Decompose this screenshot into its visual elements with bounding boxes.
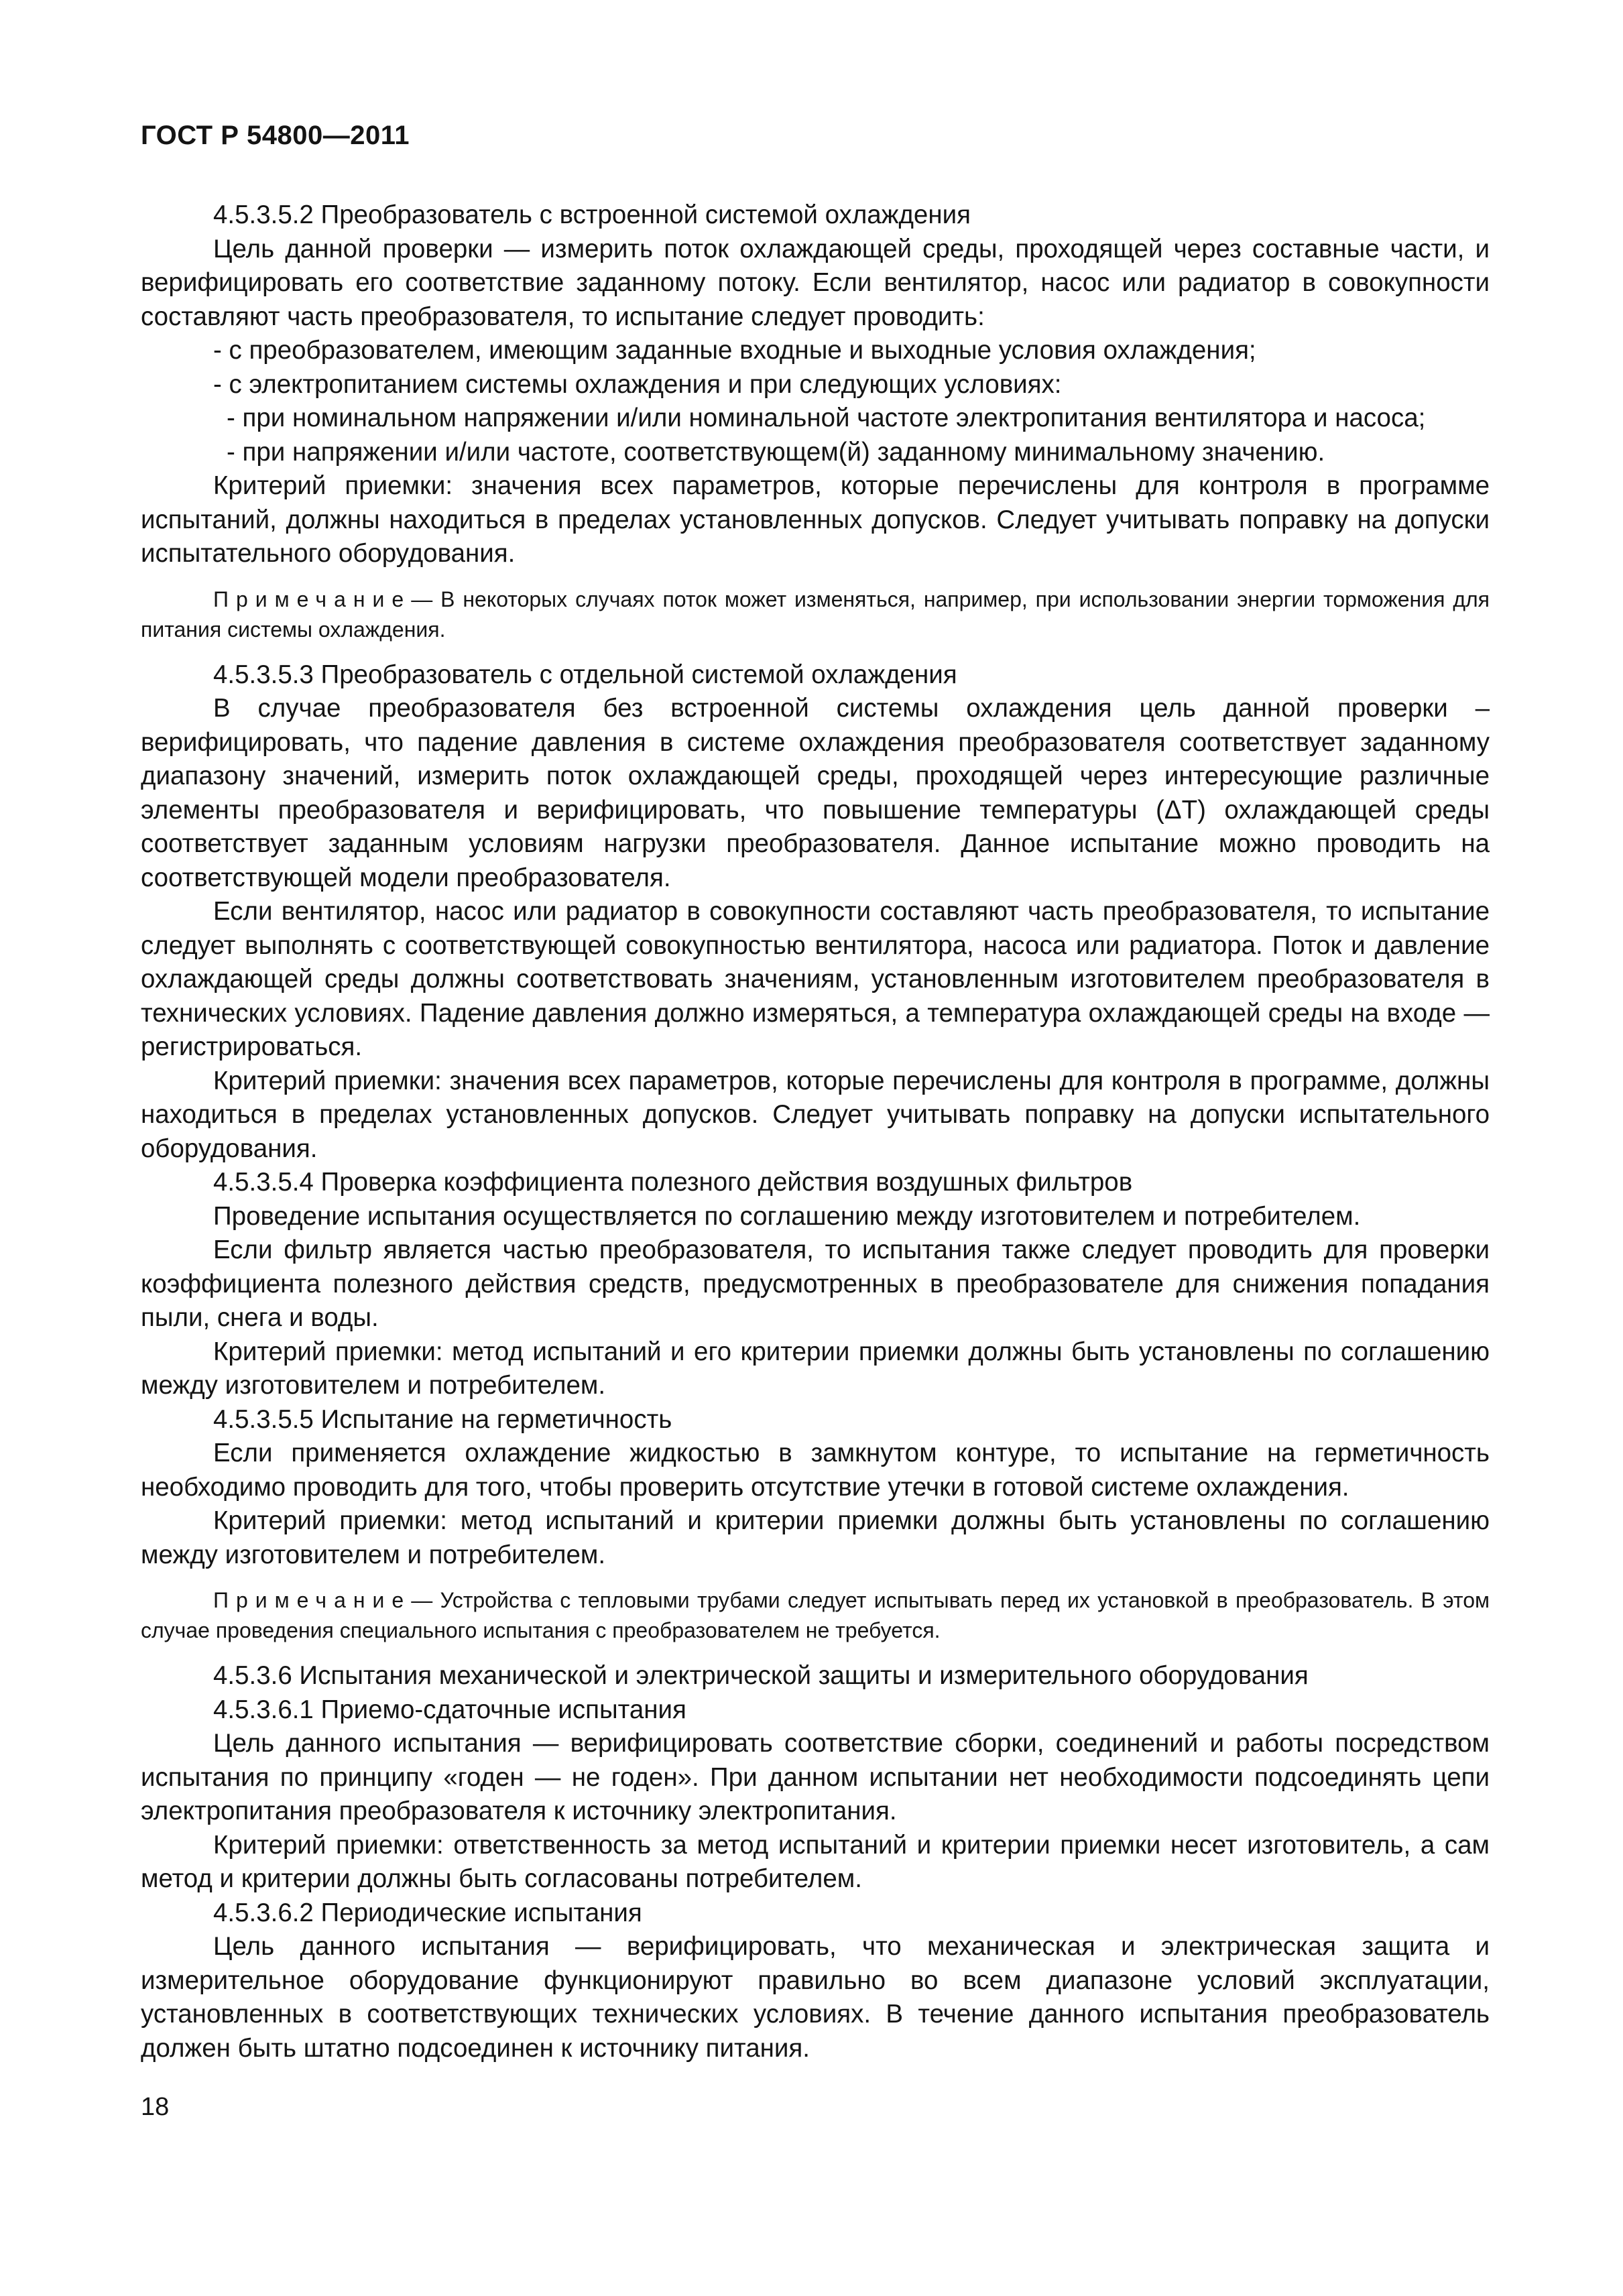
section-heading: 4.5.3.5.5 Испытание на герметичность: [213, 1404, 672, 1434]
paragraph: Критерий приемки: метод испытаний и его критерии приемки должны быть установлены по соглашению между изготовителем и потребителем.: [141, 1337, 1490, 1400]
section-heading: 4.5.3.5.3 Преобразователь с отдельной системой охлаждения: [213, 660, 957, 689]
note: [141, 1585, 1490, 1646]
paragraph: Критерий приемки: ответственность за метод испытаний и критерии приемки несет изготовитель, а сам метод и критерии должны быть согласованы потребителем.: [141, 1830, 1490, 1893]
paragraph: Критерий приемки: значения всех параметров, которые перечислены для контроля в программе испытаний, должны находиться в пределах установленных допусков. Следует учитывать поправку на допуски испытательного оборудования.: [141, 471, 1490, 568]
paragraph: В случае преобразователя без встроенной системы охлаждения цель данной проверки – верифицировать, что падение давления в системе охлаждения преобразователя соответствует заданному диапазону значений, измерить поток охлаждающей среды, проходящей через интересующие различные элементы преобразователя и верифицировать, что повышение температуры (ΔT) охлаждающей среды соответствует заданным условиям нагрузки преобразователя. Данное испытание можно проводить на соответствующей модели преобразователя.: [141, 694, 1490, 892]
section-heading: 4.5.3.5.4 Проверка коэффициента полезного действия воздушных фильтров: [213, 1168, 1133, 1197]
section-heading: 4.5.3.5.2 Преобразователь с встроенной системой охлаждения: [213, 200, 971, 229]
paragraph: Цель данного испытания — верифицировать соответствие сборки, соединений и работы посредством испытания по принципу «годен — не годен». При данном испытании нет необходимости подсоединять цепи электропитания преобразователя к источнику электропитания.: [141, 1729, 1490, 1825]
list-item: - с преобразователем, имеющим заданные входные и выходные условия охлаждения;: [213, 336, 1256, 365]
document-body: [141, 198, 1490, 2065]
document-header: ГОСТ Р 54800—2011: [141, 121, 410, 150]
section-heading: 4.5.3.6.1 Приемо-сдаточные испытания: [213, 1695, 686, 1724]
note-label: Примечание: [213, 1588, 412, 1612]
paragraph: Если фильтр является частью преобразователя, то испытания также следует проводить для проверки коэффициента полезного действия средств, предусмотренных в преобразователе для снижения попадания пыли, снега и воды.: [141, 1235, 1490, 1332]
paragraph: Цель данного испытания — верифицировать, что механическая и электрическая защита и измерительное оборудование функционируют правильно во всем диапазоне условий эксплуатации, установленных в соответствующих технических условиях. В течение данного испытания преобразователь должен быть штатно подсоединен к источнику питания.: [141, 1932, 1490, 2063]
paragraph: Критерий приемки: значения всех параметров, которые перечислены для контроля в программе, должны находиться в пределах установленных допусков. Следует учитывать поправку на допуски испытательного оборудования.: [141, 1066, 1490, 1163]
section-heading: 4.5.3.6 Испытания механической и электрической защиты и измерительного оборудования: [213, 1661, 1309, 1690]
list-item: - с электропитанием системы охлаждения и при следующих условиях:: [213, 369, 1062, 399]
paragraph: Критерий приемки: метод испытаний и критерии приемки должны быть установлены по соглашению между изготовителем и потребителем.: [141, 1506, 1490, 1569]
paragraph: Если применяется охлаждение жидкостью в замкнутом контуре, то испытание на герметичность необходимо проводить для того, чтобы проверить отсутствие утечки в готовой системе охлаждения.: [141, 1439, 1490, 1502]
paragraph: Если вентилятор, насос или радиатор в совокупности составляют часть преобразователя, то испытание следует выполнять с соответствующей совокупностью вентилятора, насоса или радиатора. Поток и давление охлаждающей среды должны соответствовать значениям, установленным изготовителем преобразователя в технических условиях. Падение давления должно измеряться, а температура охлаждающей среды на входе — регистрироваться.: [141, 897, 1490, 1061]
sub-list-item: - при номинальном напряжении и/или номинальной частоте электропитания вентилятора и насоса;: [227, 404, 1426, 432]
note-text: — В некоторых случаях поток может изменяться, например, при использовании энергии торможения для питания системы охлаждения.: [141, 587, 1490, 642]
section-heading: 4.5.3.6.2 Периодические испытания: [213, 1898, 642, 1927]
page-number: 18: [141, 2093, 170, 2121]
sub-list-item: - при напряжении и/или частоте, соответствующем(й) заданному минимальному значению.: [227, 437, 1325, 467]
note-text: — Устройства с тепловыми трубами следует испытывать перед их установкой в преобразователь. В этом случае проведения специального испытания с преобразователем не требуется.: [141, 1588, 1490, 1642]
paragraph: Проведение испытания осуществляется по соглашению между изготовителем и потребителем.: [213, 1201, 1361, 1231]
note-label: Примечание: [213, 587, 412, 611]
note: [141, 585, 1490, 645]
paragraph: Цель данной проверки — измерить поток охлаждающей среды, проходящей через составные части, и верифицировать его соответствие заданному потоку. Если вентилятор, насос или радиатор в совокупности составляют часть преобразователя, то испытание следует проводить:: [141, 234, 1490, 331]
